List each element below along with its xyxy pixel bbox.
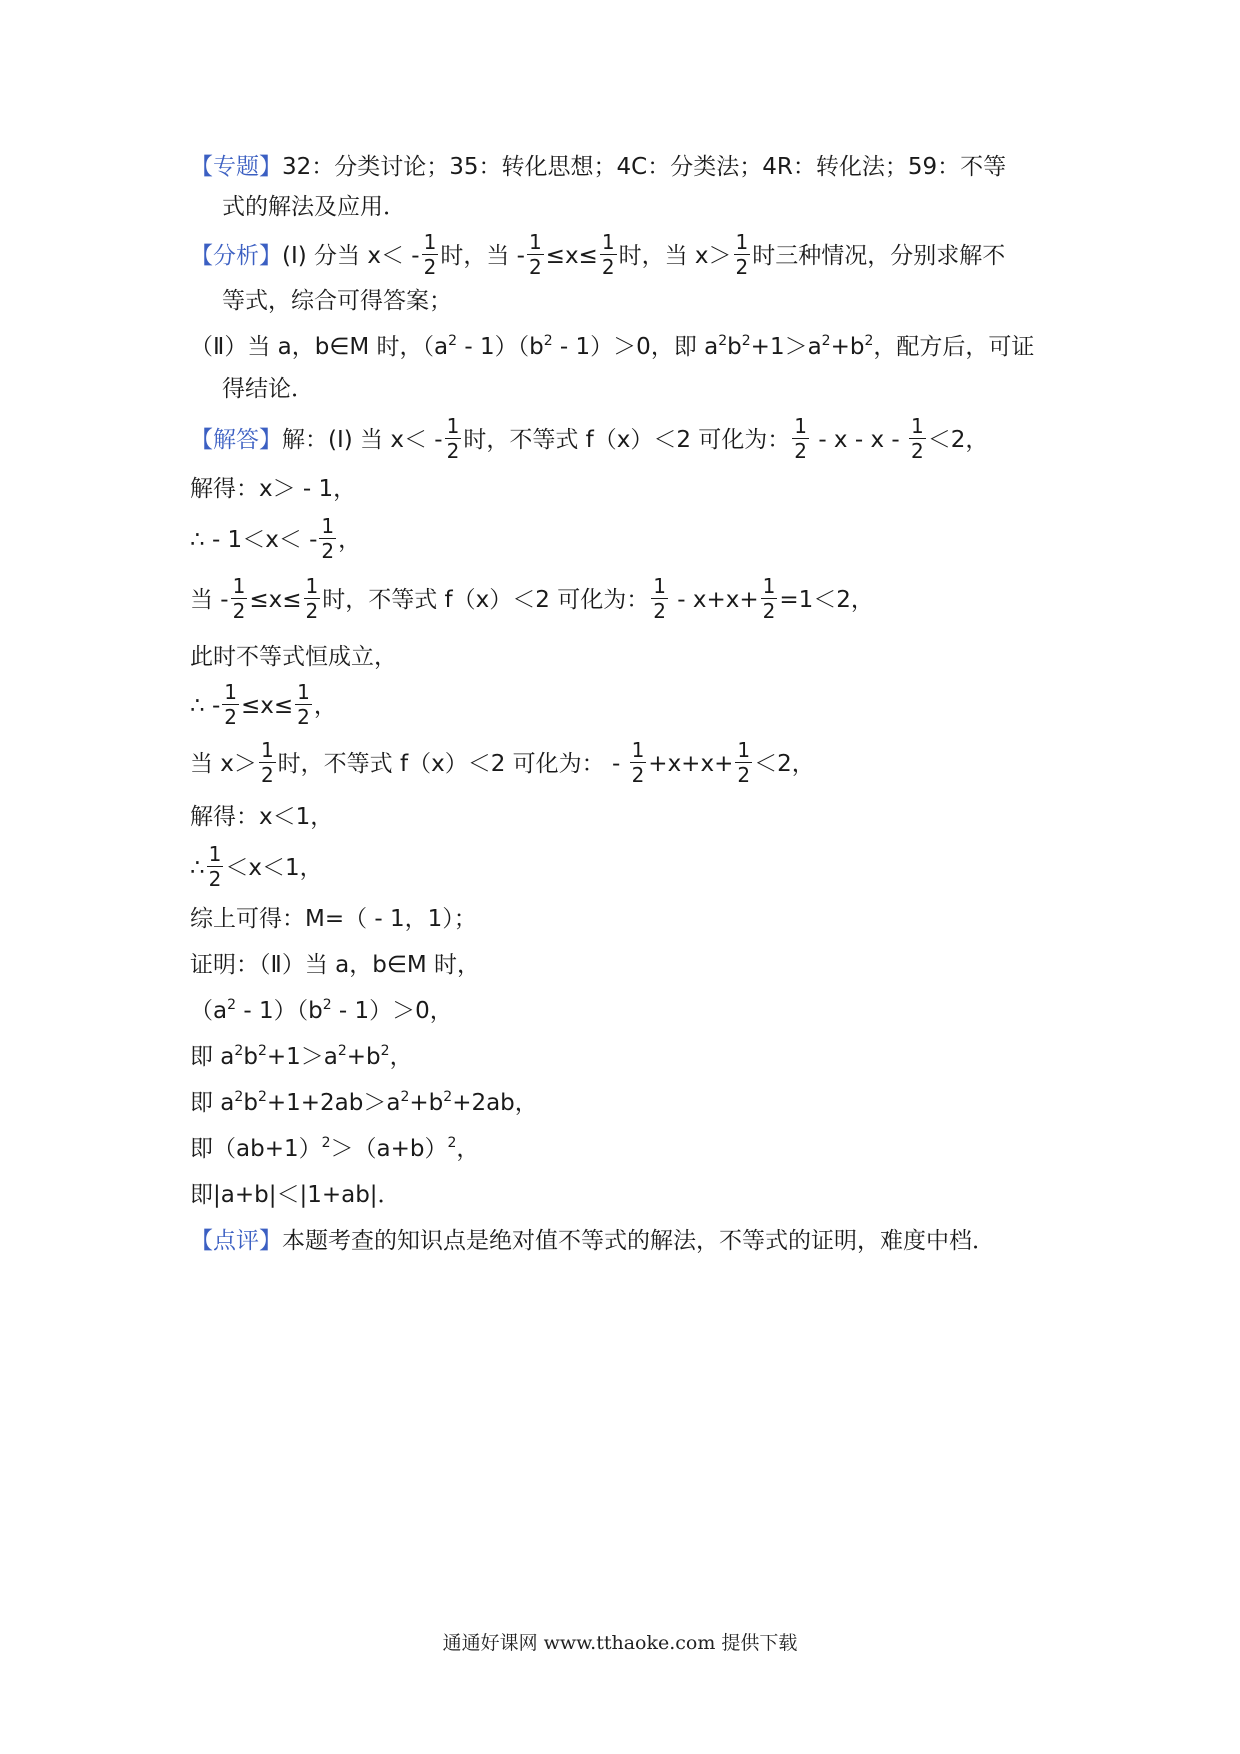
analysis-text: 时，当 -	[440, 243, 525, 269]
frac-den: 2	[528, 255, 542, 279]
answer-text: 即（ab+1）	[190, 1136, 322, 1162]
analysis-tag: 【分析】	[190, 243, 282, 269]
superscript: 2	[337, 1043, 347, 1059]
fraction-half	[630, 740, 647, 785]
answer-line-2	[190, 472, 356, 506]
answer-line-16	[190, 1178, 401, 1212]
superscript: 2	[322, 997, 332, 1013]
fraction-half	[304, 576, 321, 621]
fraction-half	[445, 416, 462, 461]
fraction-half	[735, 740, 752, 785]
answer-text: +b	[346, 1044, 381, 1070]
analysis-text: - 1）＞0，即 a	[552, 334, 719, 360]
answer-text: 即 a	[190, 1090, 235, 1116]
frac-num: 1	[260, 738, 274, 762]
frac-num: 1	[297, 680, 310, 704]
answer-text: （a	[190, 998, 228, 1024]
answer-text: ∴	[190, 855, 205, 881]
superscript: 2	[718, 333, 728, 349]
answer-text: +1＞a	[266, 1044, 338, 1070]
analysis-text: （Ⅱ）当 a，b∈M 时，（a	[190, 334, 449, 360]
frac-den: 2	[208, 867, 222, 891]
answer-line-15	[190, 1132, 479, 1166]
answer-text: 此时不等式恒成立，	[190, 644, 397, 670]
topic-text-1: 32：分类讨论；35：转化思想；4C：分类法；4R：转化法；59：不等	[282, 154, 1007, 180]
answer-text: 即 a	[190, 1044, 235, 1070]
frac-num: 1	[321, 514, 335, 538]
frac-num: 1	[794, 414, 808, 438]
answer-line-11	[190, 948, 480, 982]
fraction-half	[319, 516, 336, 561]
frac-den: 2	[735, 255, 749, 279]
answer-text: =1＜2，	[779, 587, 874, 613]
superscript: 2	[864, 333, 874, 349]
analysis-line-3	[190, 330, 1034, 364]
answer-text: b	[243, 1044, 258, 1070]
frac-num: 1	[528, 230, 542, 254]
answer-text: ＜2，	[927, 427, 989, 453]
analysis-text: +b	[830, 334, 865, 360]
superscript: 2	[321, 1135, 331, 1151]
frac-den: 2	[601, 255, 615, 279]
frac-num: 1	[224, 680, 237, 704]
answer-text: ≤x≤	[240, 693, 294, 719]
frac-num: 1	[762, 574, 776, 598]
superscript: 2	[227, 997, 237, 1013]
frac-num: 1	[735, 230, 749, 254]
analysis-text: b	[727, 334, 742, 360]
answer-text: 时，不等式 f（x）＜2 可化为：	[322, 587, 650, 613]
superscript: 2	[448, 333, 458, 349]
answer-text: - x+x+	[669, 587, 759, 613]
answer-text: 当 -	[190, 587, 229, 613]
frac-den: 2	[305, 599, 319, 623]
frac-num: 1	[232, 574, 246, 598]
page-footer: 通通好课网 www.tthaoke.com 提供下载	[442, 1632, 798, 1654]
answer-text: ＞（a+b）	[330, 1136, 448, 1162]
frac-num: 1	[208, 842, 222, 866]
answer-line-13	[190, 1040, 413, 1074]
fraction-half	[792, 416, 809, 461]
fraction-half	[207, 844, 224, 889]
frac-den: 2	[321, 539, 335, 563]
answer-line-3	[190, 514, 362, 563]
fraction-half	[734, 232, 751, 277]
superscript: 2	[741, 333, 751, 349]
answer-text: - 1）＞0，	[331, 998, 453, 1024]
answer-line-9	[190, 842, 323, 891]
answer-text: ＜x＜1，	[225, 855, 323, 881]
answer-text: - x - x -	[811, 427, 908, 453]
frac-den: 2	[653, 599, 666, 623]
analysis-text: (Ⅰ) 分当 x＜ -	[282, 243, 420, 269]
fraction-half	[651, 576, 668, 621]
frac-den: 2	[631, 763, 645, 787]
answer-text: b	[243, 1090, 258, 1116]
frac-den: 2	[762, 599, 776, 623]
comment-line	[190, 1224, 995, 1258]
answer-text: ，	[338, 527, 362, 553]
fraction-half	[259, 740, 276, 785]
analysis-line-4	[222, 372, 314, 406]
fraction-half	[222, 682, 239, 727]
analysis-line-1	[190, 230, 1006, 279]
answer-text: ∴ - 1＜x＜ -	[190, 527, 318, 553]
frac-num: 1	[423, 230, 437, 254]
analysis-text: ≤x≤	[545, 243, 598, 269]
topic-text-2: 式的解法及应用．	[222, 194, 406, 220]
superscript: 2	[234, 1043, 244, 1059]
answer-text: 综上可得：M=（ - 1，1）；	[190, 906, 477, 932]
fraction-half	[295, 682, 312, 727]
answer-text: 解得：x＜1，	[190, 804, 334, 830]
answer-text: ≤x≤	[249, 587, 302, 613]
answer-line-14	[190, 1086, 538, 1120]
answer-text: ，	[456, 1136, 480, 1162]
topic-line-2	[222, 190, 406, 224]
frac-den: 2	[297, 705, 310, 729]
answer-text: 解得：x＞ - 1，	[190, 476, 357, 502]
fraction-half	[761, 576, 778, 621]
comment-tag: 【点评】	[190, 1228, 282, 1254]
answer-text: +2ab，	[452, 1090, 538, 1116]
answer-text: ，	[389, 1044, 413, 1070]
answer-text: 当 x＞	[190, 751, 257, 777]
fraction-half	[909, 416, 926, 461]
answer-text: 证明：（Ⅱ）当 a，b∈M 时，	[190, 952, 481, 978]
analysis-text: - 1）（b	[457, 334, 544, 360]
frac-num: 1	[305, 574, 319, 598]
answer-text: +b	[409, 1090, 444, 1116]
fraction-half	[600, 232, 617, 277]
answer-line-4	[190, 574, 874, 623]
answer-line-6	[190, 680, 337, 729]
superscript: 2	[447, 1135, 457, 1151]
frac-num: 1	[446, 414, 460, 438]
frac-den: 2	[232, 599, 246, 623]
frac-num: 1	[911, 414, 924, 438]
answer-text: +x+x+	[648, 751, 734, 777]
superscript: 2	[821, 333, 831, 349]
analysis-text: +1＞a	[750, 334, 822, 360]
answer-text: 时，不等式 f（x）＜2 可化为： -	[277, 751, 628, 777]
superscript: 2	[257, 1089, 267, 1105]
frac-num: 1	[601, 230, 615, 254]
fraction-half	[527, 232, 544, 277]
answer-text: - 1）（b	[236, 998, 323, 1024]
analysis-text: 得结论．	[222, 376, 314, 402]
answer-text: ＜2，	[754, 751, 815, 777]
frac-den: 2	[224, 705, 237, 729]
answer-tag: 【解答】	[190, 427, 282, 453]
answer-text: +1+2ab＞a	[266, 1090, 401, 1116]
fraction-half	[231, 576, 248, 621]
answer-line-12	[190, 994, 453, 1028]
superscript: 2	[257, 1043, 267, 1059]
superscript: 2	[234, 1089, 244, 1105]
frac-num: 1	[653, 574, 666, 598]
frac-num: 1	[737, 738, 751, 762]
answer-line-5	[190, 640, 397, 674]
analysis-text: 等式，综合可得答案；	[222, 288, 452, 314]
topic-tag: 【专题】	[190, 154, 282, 180]
superscript: 2	[543, 333, 553, 349]
answer-line-8	[190, 800, 333, 834]
analysis-text: 时，当 x＞	[618, 243, 732, 269]
answer-text: ∴ -	[190, 693, 221, 719]
superscript: 2	[400, 1089, 410, 1105]
frac-den: 2	[260, 763, 274, 787]
frac-num: 1	[631, 738, 645, 762]
analysis-line-2	[222, 284, 452, 318]
comment-text: 本题考查的知识点是绝对值不等式的解法，不等式的证明，难度中档．	[282, 1228, 995, 1254]
frac-den: 2	[446, 439, 460, 463]
answer-text: 时，不等式 f（x）＜2 可化为：	[463, 427, 791, 453]
frac-den: 2	[423, 255, 437, 279]
analysis-text: 时三种情况，分别求解不	[752, 243, 1006, 269]
frac-den: 2	[911, 439, 924, 463]
frac-den: 2	[794, 439, 808, 463]
answer-text: 即|a+b|＜|1+ab|．	[190, 1182, 401, 1208]
frac-den: 2	[737, 763, 751, 787]
analysis-text: ，配方后，可证	[873, 334, 1035, 360]
topic-line-1	[190, 150, 1006, 184]
answer-line-1	[190, 414, 989, 463]
superscript: 2	[443, 1089, 453, 1105]
answer-line-7	[190, 738, 815, 787]
superscript: 2	[380, 1043, 390, 1059]
fraction-half	[422, 232, 439, 277]
answer-text: 解：(Ⅰ) 当 x＜ -	[282, 427, 443, 453]
answer-text: ，	[313, 693, 337, 719]
answer-line-10	[190, 902, 477, 936]
